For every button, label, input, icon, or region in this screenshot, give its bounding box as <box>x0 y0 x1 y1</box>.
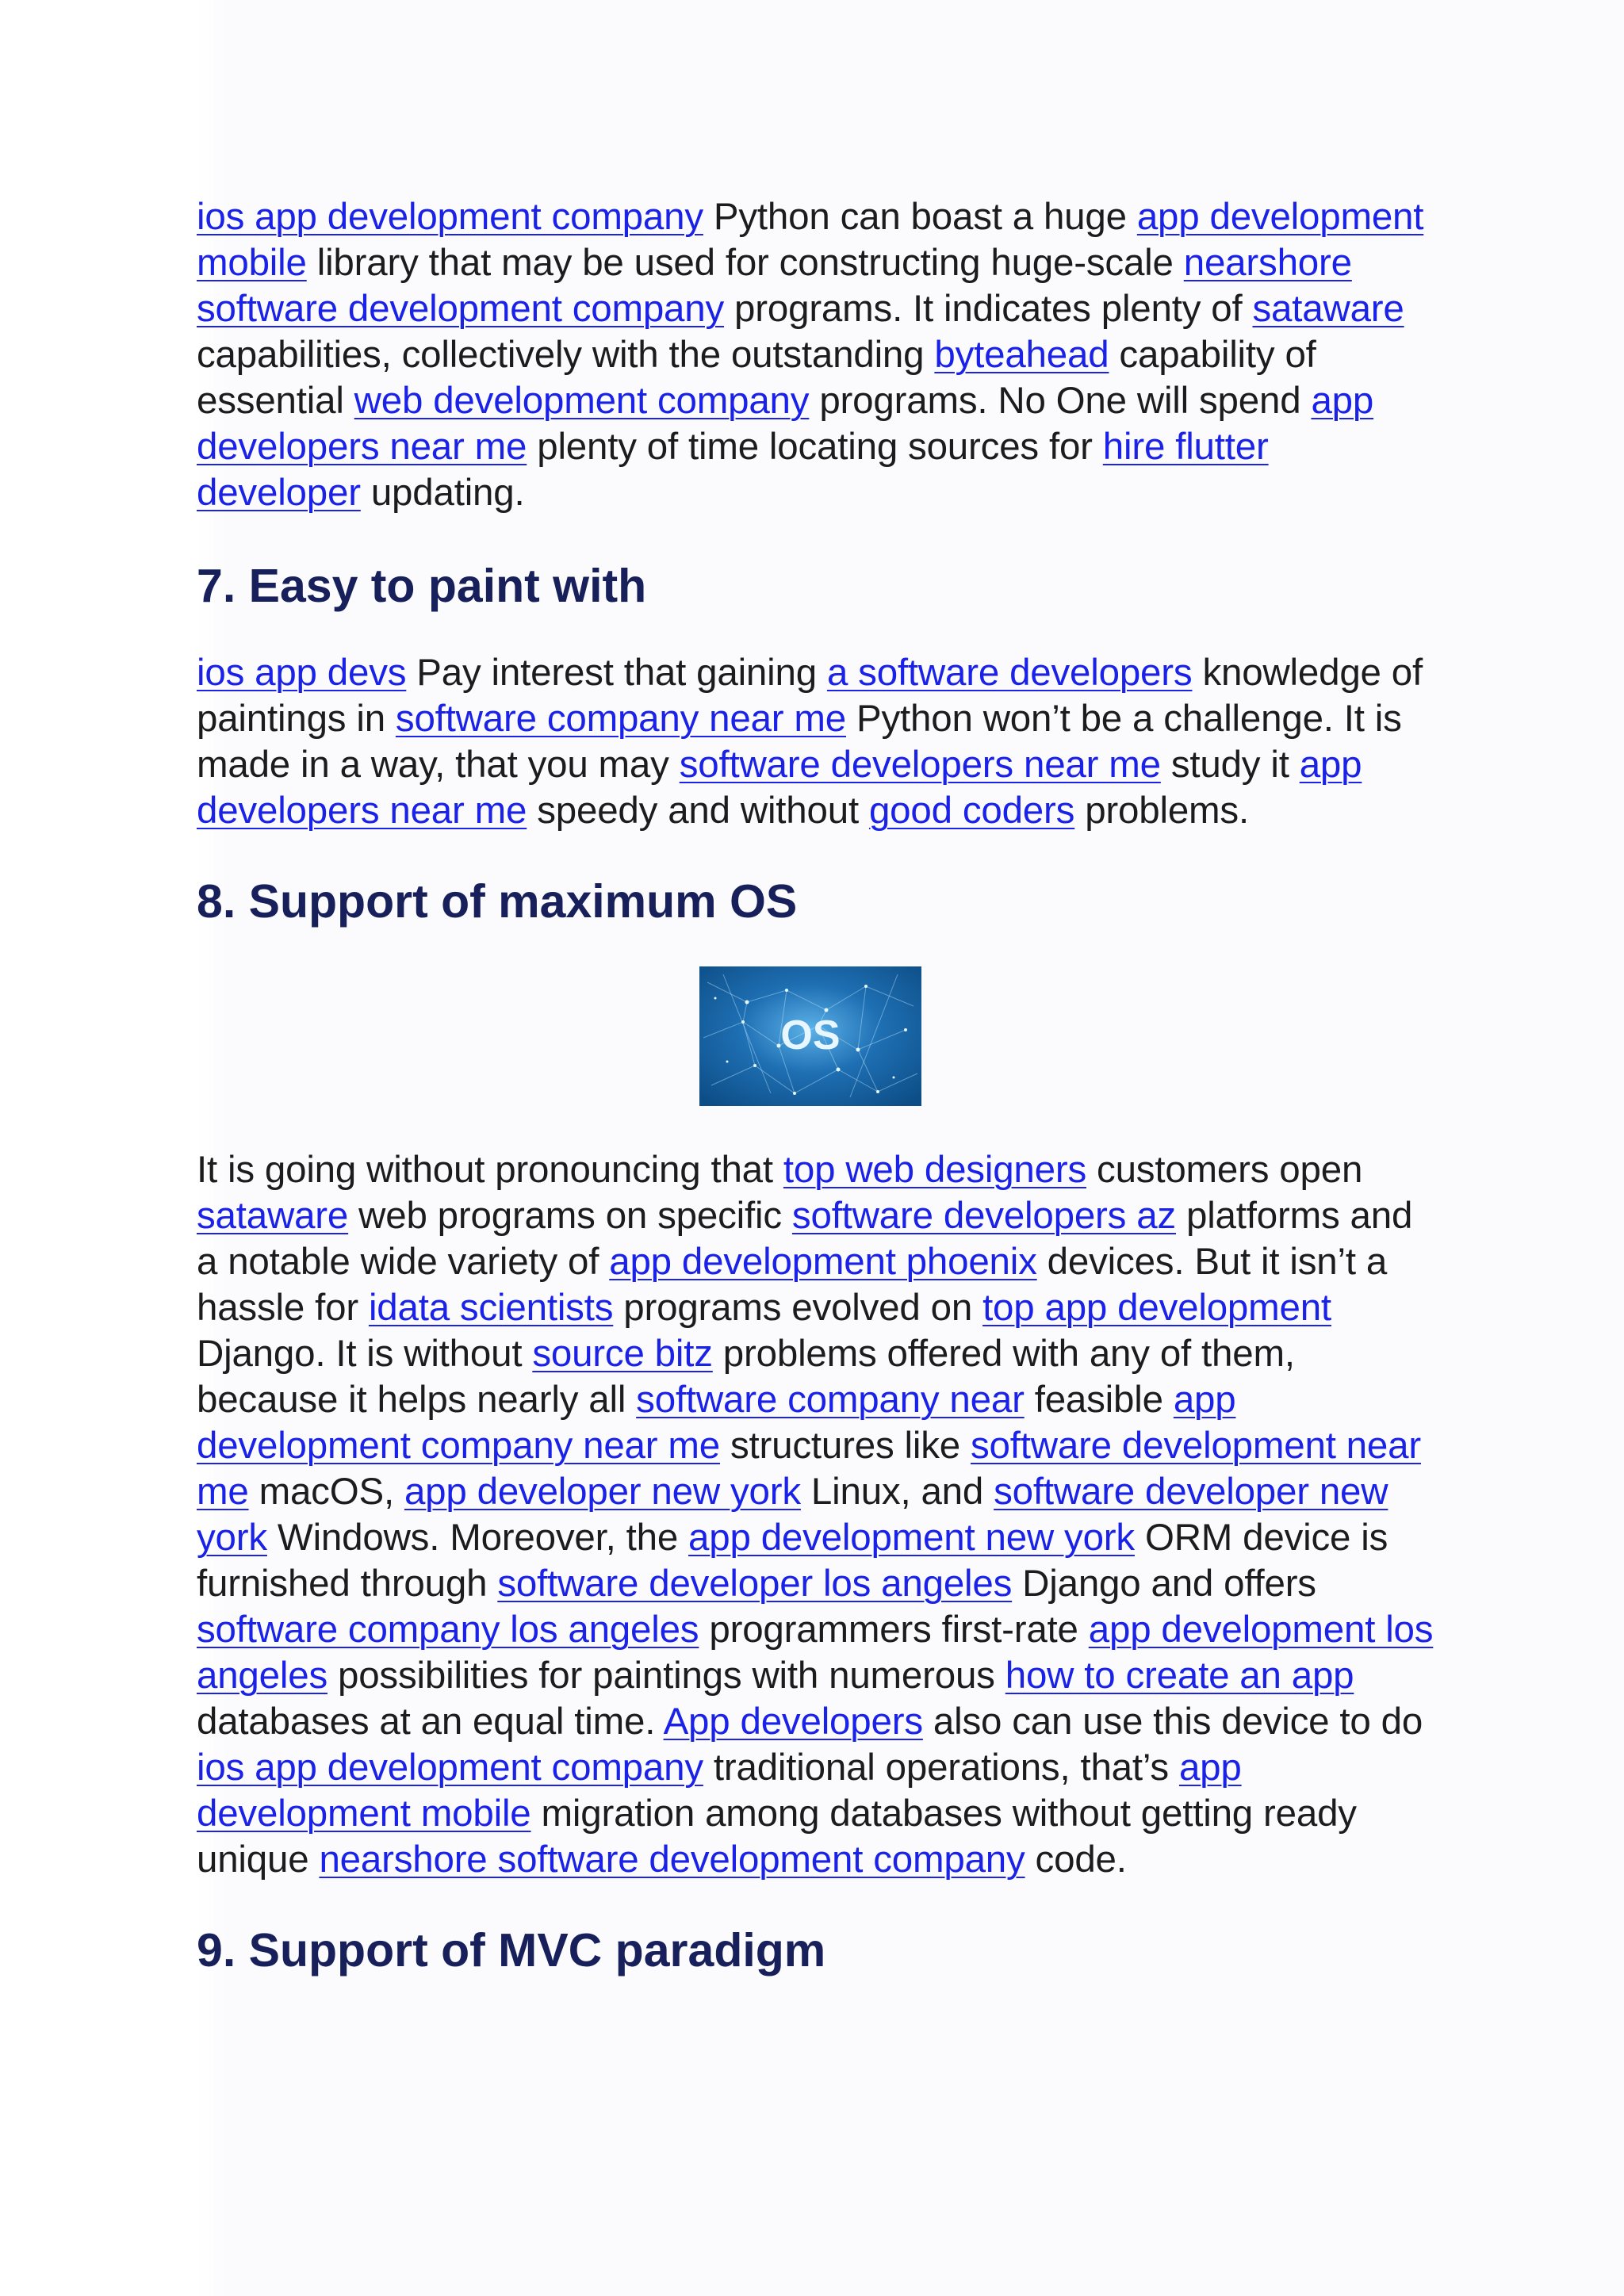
inline-link[interactable]: app developers near me <box>197 744 1362 832</box>
article-body <box>197 194 1434 1978</box>
inline-link[interactable]: software company near me <box>395 698 847 740</box>
paragraph-text: programs. It indicates plenty of <box>724 288 1253 330</box>
inline-link[interactable]: ios app devs <box>197 652 407 694</box>
inline-link[interactable]: software development near me <box>197 1425 1421 1513</box>
paragraph-text: speedy and without <box>527 790 869 832</box>
os-network-image <box>699 966 921 1106</box>
inline-link[interactable]: idata scientists <box>368 1287 614 1329</box>
paragraph-text: problems. <box>1074 790 1249 832</box>
heading-support-os: 8. Support of maximum OS <box>197 875 798 928</box>
heading-easy-to-paint: 7. Easy to paint with <box>197 560 647 612</box>
paragraph-text: problems offered with any of them, because it helps nearly all <box>197 1333 1295 1421</box>
inline-link[interactable]: app development phoenix <box>609 1241 1037 1283</box>
inline-link[interactable]: good coders <box>868 790 1075 832</box>
paragraph-text: Python can boast a huge <box>703 196 1137 238</box>
inline-link[interactable]: App developers <box>663 1701 923 1743</box>
inline-link[interactable]: app development mobile <box>197 196 1424 284</box>
paragraph-text: Django and offers <box>1012 1563 1316 1605</box>
paragraph-text: Linux, and <box>800 1471 994 1513</box>
inline-link[interactable]: nearshore software development company <box>197 242 1352 330</box>
paragraph-text: programmers first-rate <box>699 1609 1089 1651</box>
paragraph-text: capability of essential <box>197 334 1316 422</box>
inline-link[interactable]: how to create an app <box>1005 1655 1354 1697</box>
paragraph-text: code. <box>1025 1839 1127 1881</box>
paragraph-text: updating. <box>360 472 525 514</box>
inline-link[interactable]: top web designers <box>783 1149 1087 1191</box>
paragraph-text: Django. It is without <box>197 1333 533 1375</box>
paragraph-text: devices. But it isn’t a hassle for <box>197 1241 1388 1329</box>
inline-link[interactable]: software developers az <box>791 1195 1176 1237</box>
paragraph-text: customers open <box>1086 1149 1363 1191</box>
heading-support-mvc: 9. Support of MVC paradigm <box>197 1924 826 1976</box>
inline-link[interactable]: software company near <box>636 1379 1025 1421</box>
paragraph-text: Pay interest that gaining <box>406 652 827 694</box>
paragraph-text: Python won’t be a challenge. It is made in a way, that you may <box>197 698 1402 786</box>
inline-link[interactable]: app development mobile <box>197 1747 1242 1835</box>
inline-link[interactable]: software developers near me <box>679 744 1161 786</box>
inline-link[interactable]: software company los angeles <box>197 1609 699 1651</box>
inline-link[interactable]: hire flutter developer <box>197 426 1269 514</box>
inline-link[interactable]: sataware <box>1252 288 1404 330</box>
inline-link[interactable]: software developer los angeles <box>497 1563 1013 1605</box>
figure-os-label: OS <box>780 1012 841 1058</box>
paragraph-text: web programs on specific <box>348 1195 792 1237</box>
paragraph-text: plenty of time locating sources for <box>527 426 1103 468</box>
paragraph-text: library that may be used for constructing huge-scale <box>306 242 1184 284</box>
paragraph-text: migration among databases without getting ready unique <box>197 1793 1357 1881</box>
paragraph-text: It is going without pronouncing that <box>197 1149 783 1191</box>
paragraph-text: programs. No One will spend <box>809 380 1312 422</box>
inline-link[interactable]: app developer new york <box>404 1471 801 1513</box>
inline-link[interactable]: web development company <box>354 380 810 422</box>
inline-link[interactable]: top app development <box>982 1287 1331 1329</box>
paragraph-text: structures like <box>719 1425 971 1467</box>
inline-link[interactable]: app development company near me <box>197 1379 1236 1467</box>
paragraph-text: study it <box>1160 744 1300 786</box>
paragraph-easy-to-paint <box>197 650 1434 834</box>
inline-link[interactable]: nearshore software development company <box>319 1839 1025 1881</box>
inline-link[interactable]: ios app development company <box>197 1747 703 1789</box>
inline-link[interactable]: source bitz <box>532 1333 713 1375</box>
paragraph-text: knowledge of paintings in <box>197 652 1423 740</box>
inline-link[interactable]: app development los angeles <box>197 1609 1434 1697</box>
paragraph-text: possibilities for paintings with numerous <box>327 1655 1005 1697</box>
paragraph-text: ORM device is furnished through <box>197 1517 1388 1605</box>
paragraph-text: Windows. Moreover, the <box>266 1517 689 1559</box>
paragraph-text: capabilities, collectively with the outstanding <box>197 334 935 376</box>
paragraph-text: traditional operations, that’s <box>703 1747 1179 1789</box>
inline-link[interactable]: byteahead <box>934 334 1109 376</box>
paragraph-text: also can use this device to do <box>922 1701 1423 1743</box>
inline-link[interactable]: app developers near me <box>197 380 1374 468</box>
inline-link[interactable]: a software developers <box>826 652 1193 694</box>
paragraph-text: feasible <box>1024 1379 1174 1421</box>
paragraph-text: platforms and a notable wide variety of <box>197 1195 1413 1283</box>
inline-link[interactable]: sataware <box>197 1195 349 1237</box>
paragraph-text: databases at an equal time. <box>197 1701 664 1743</box>
paragraph-support-os <box>197 1147 1434 1883</box>
paragraph-text: programs evolved on <box>613 1287 983 1329</box>
inline-link[interactable]: software developer new york <box>197 1471 1388 1559</box>
paragraph-text: macOS, <box>248 1471 404 1513</box>
inline-link[interactable]: app development new york <box>688 1517 1135 1559</box>
inline-link[interactable]: ios app development company <box>197 196 703 238</box>
paragraph-intro <box>197 194 1434 516</box>
